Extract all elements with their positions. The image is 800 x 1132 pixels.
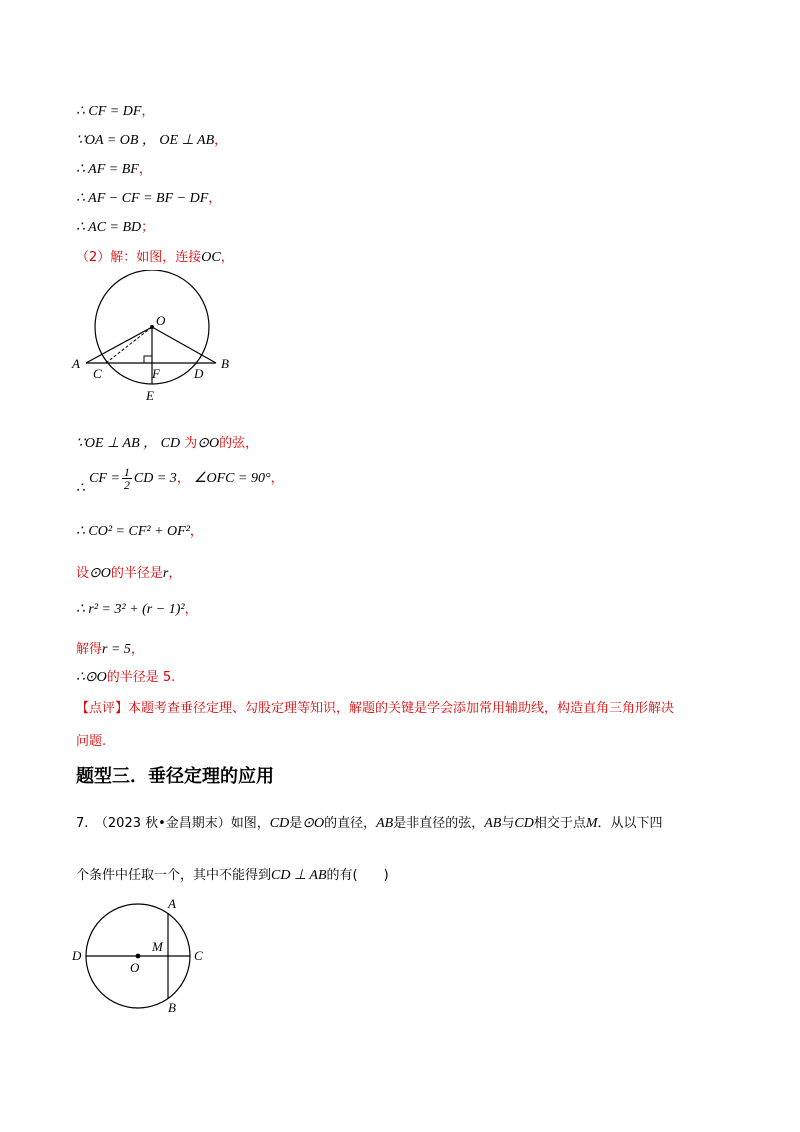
sol-punct: ， — [168, 566, 182, 581]
q7-math: CD — [269, 816, 290, 831]
proof-line-1 — [76, 100, 154, 120]
proof-math: ∴ AF = BF — [76, 162, 139, 177]
question7-line-2 — [76, 864, 389, 884]
part2-intro — [76, 246, 234, 266]
circle-figure-1 — [66, 270, 266, 410]
q7-math: AB — [376, 816, 394, 831]
q7-text: 相交于点 — [533, 816, 586, 831]
label-D: D — [72, 948, 82, 963]
proof-punct: ， — [141, 104, 155, 119]
sol-punct: ， — [270, 471, 284, 486]
question7-line-1 — [76, 812, 663, 832]
q7-math: CD ⊥ AB — [271, 868, 327, 883]
sol-text: 设 — [76, 566, 90, 581]
solution-line-2 — [76, 466, 284, 497]
section-heading: 题型三．垂径定理的应用 — [76, 766, 274, 787]
q7-text: 与 — [501, 816, 515, 831]
q7-text: 7. （2023 秋•金昌期末）如图， — [76, 816, 270, 831]
label-O: O — [130, 960, 140, 975]
q7-math: ⊙O — [302, 816, 325, 831]
q7-text: 个条件中任取一个，其中不能得到 — [76, 868, 272, 883]
sol-text: 解得 — [76, 642, 103, 657]
solution-line-7 — [76, 666, 175, 686]
label-A: A — [168, 896, 176, 911]
proof-math: ∵OA = OB ， OE ⊥ AB — [76, 133, 215, 148]
fraction-half — [122, 466, 132, 491]
sol-math: ∴ r² = 3² + (r − 1)² — [76, 602, 185, 617]
label-M: M — [152, 939, 163, 954]
sol-math: ⊙O — [89, 566, 111, 581]
solution-line-3 — [76, 520, 203, 540]
label-B: B — [168, 1000, 176, 1015]
q7-math: AB — [484, 816, 502, 831]
proof-line-5 — [76, 216, 154, 236]
sol-math: ⊙O — [197, 436, 220, 451]
q7-text: ．从以下四 — [597, 816, 663, 831]
solution-line-4 — [76, 562, 181, 582]
part2-punct: ， — [220, 250, 234, 265]
label-B: B — [221, 356, 229, 371]
label-O: O — [156, 313, 166, 328]
proof-math: ∴ AC = BD — [76, 220, 142, 235]
label-E: E — [146, 388, 154, 403]
q7-text: 是非直径的弦， — [393, 816, 485, 831]
proof-math: ∴ CF = DF — [76, 104, 142, 119]
proof-punct: ， — [208, 191, 222, 206]
comment-line-2: 问题. — [76, 734, 107, 749]
sol-punct: ， — [189, 524, 203, 539]
fraction-denominator: 2 — [123, 478, 130, 492]
fraction-numerator: 1 — [123, 465, 130, 479]
sol-punct: ， — [184, 602, 198, 617]
sol-math: CF = — [89, 471, 120, 486]
sol-text: 的弦， — [219, 436, 259, 451]
proof-punct: ； — [141, 220, 155, 235]
sol-therefore: ∴ — [76, 481, 85, 496]
proof-line-2 — [76, 129, 227, 149]
sol-math: ∴ CO² = CF² + OF² — [76, 524, 190, 539]
sol-sep: ， — [176, 471, 190, 486]
label-C: C — [93, 366, 102, 381]
q7-text: 是 — [289, 816, 303, 831]
label-C: C — [194, 948, 203, 963]
comment-line-1: 【点评】本题考查垂径定理、勾股定理等知识，解题的关键是学会添加常用辅助线，构造直角三角形解决 — [76, 701, 675, 716]
q7-math: M — [585, 816, 598, 831]
q7-text: 的有 — [326, 868, 353, 883]
sol-math: ∴⊙O — [76, 670, 107, 685]
answer-paren: ( ) — [352, 868, 389, 883]
proof-punct: ， — [138, 162, 152, 177]
solution-line-5 — [76, 598, 198, 618]
label-A: A — [72, 356, 80, 371]
sol-text: 的半径是 5. — [106, 670, 176, 685]
sol-angle: ∠OFC = 90° — [193, 471, 271, 486]
part2-math: OC — [201, 250, 221, 265]
proof-line-4 — [76, 187, 221, 207]
label-F: F — [152, 366, 160, 381]
sol-text: 的半径是 — [110, 566, 163, 581]
q7-text: 的直径， — [324, 816, 377, 831]
q7-math: CD — [514, 816, 534, 831]
part2-prefix: （2）解：如图，连接 — [76, 250, 202, 265]
label-D: D — [194, 366, 204, 381]
proof-math: ∴ AF − CF = BF − DF — [76, 191, 209, 206]
sol-math: ∵OE ⊥ AB ， CD — [76, 436, 181, 451]
solution-line-1 — [76, 432, 258, 452]
proof-punct: ， — [214, 133, 228, 148]
sol-math: CD = 3 — [133, 471, 177, 486]
proof-line-3 — [76, 158, 152, 178]
sol-math: r = 5 — [102, 642, 131, 657]
circle-figure-2 — [66, 894, 226, 1024]
solution-line-6 — [76, 638, 144, 658]
sol-punct: ， — [130, 642, 144, 657]
sol-math: r — [162, 566, 169, 581]
sol-text: 为 — [184, 436, 198, 451]
